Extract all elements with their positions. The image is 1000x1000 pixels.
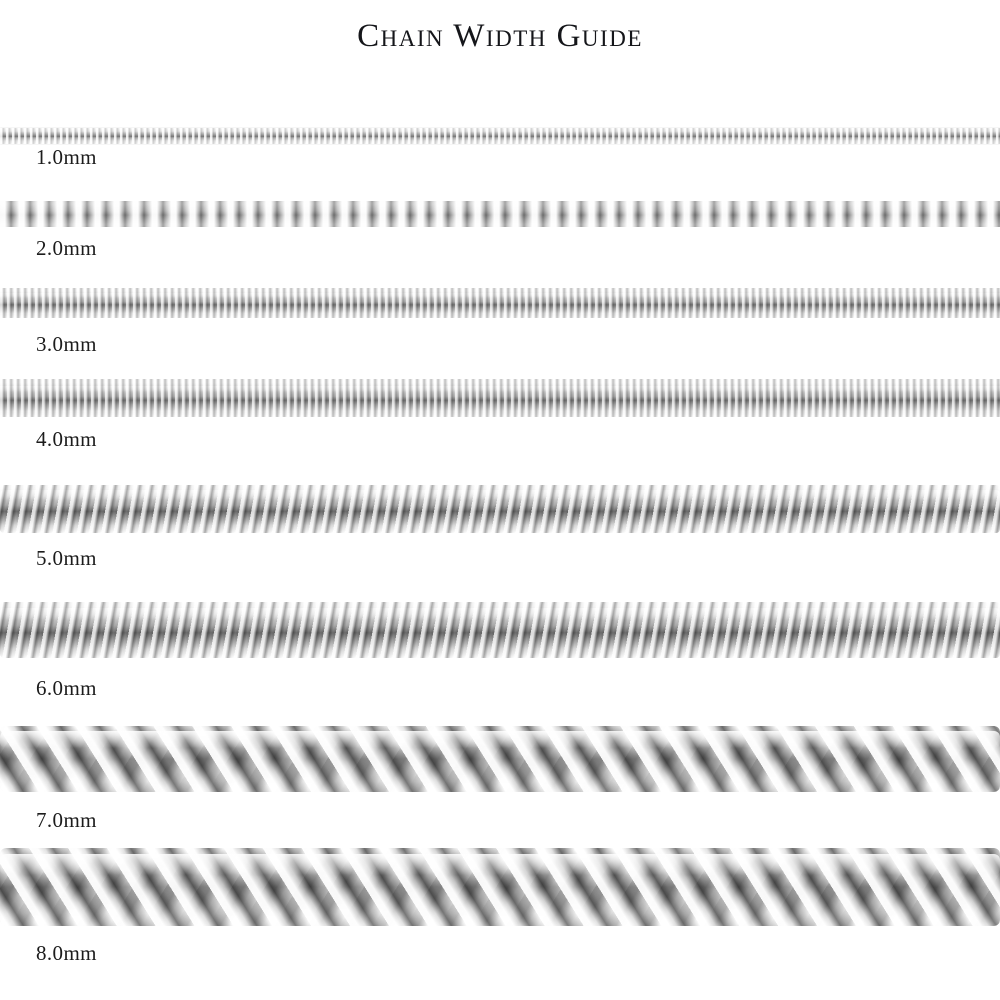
chain-strand-6mm	[0, 602, 1000, 658]
chain-strand-8mm	[0, 848, 1000, 926]
chain-label-4mm: 4.0mm	[36, 427, 97, 451]
chain-strand-7mm	[0, 726, 1000, 792]
chain-strand-5mm	[0, 485, 1000, 533]
chain-strand-4mm	[0, 379, 1000, 417]
page-title: Chain Width Guide	[357, 18, 643, 54]
chain-label-2mm: 2.0mm	[36, 236, 97, 260]
chain-strand-1mm	[0, 128, 1000, 144]
chain-label-5mm: 5.0mm	[36, 546, 97, 570]
chain-strand-2mm	[0, 201, 1000, 227]
chain-label-7mm: 7.0mm	[36, 808, 97, 832]
chain-label-6mm: 6.0mm	[36, 676, 97, 700]
chain-label-8mm: 8.0mm	[36, 941, 97, 965]
chain-label-3mm: 3.0mm	[36, 332, 97, 356]
chain-strand-3mm	[0, 288, 1000, 318]
chain-label-1mm: 1.0mm	[36, 145, 97, 169]
